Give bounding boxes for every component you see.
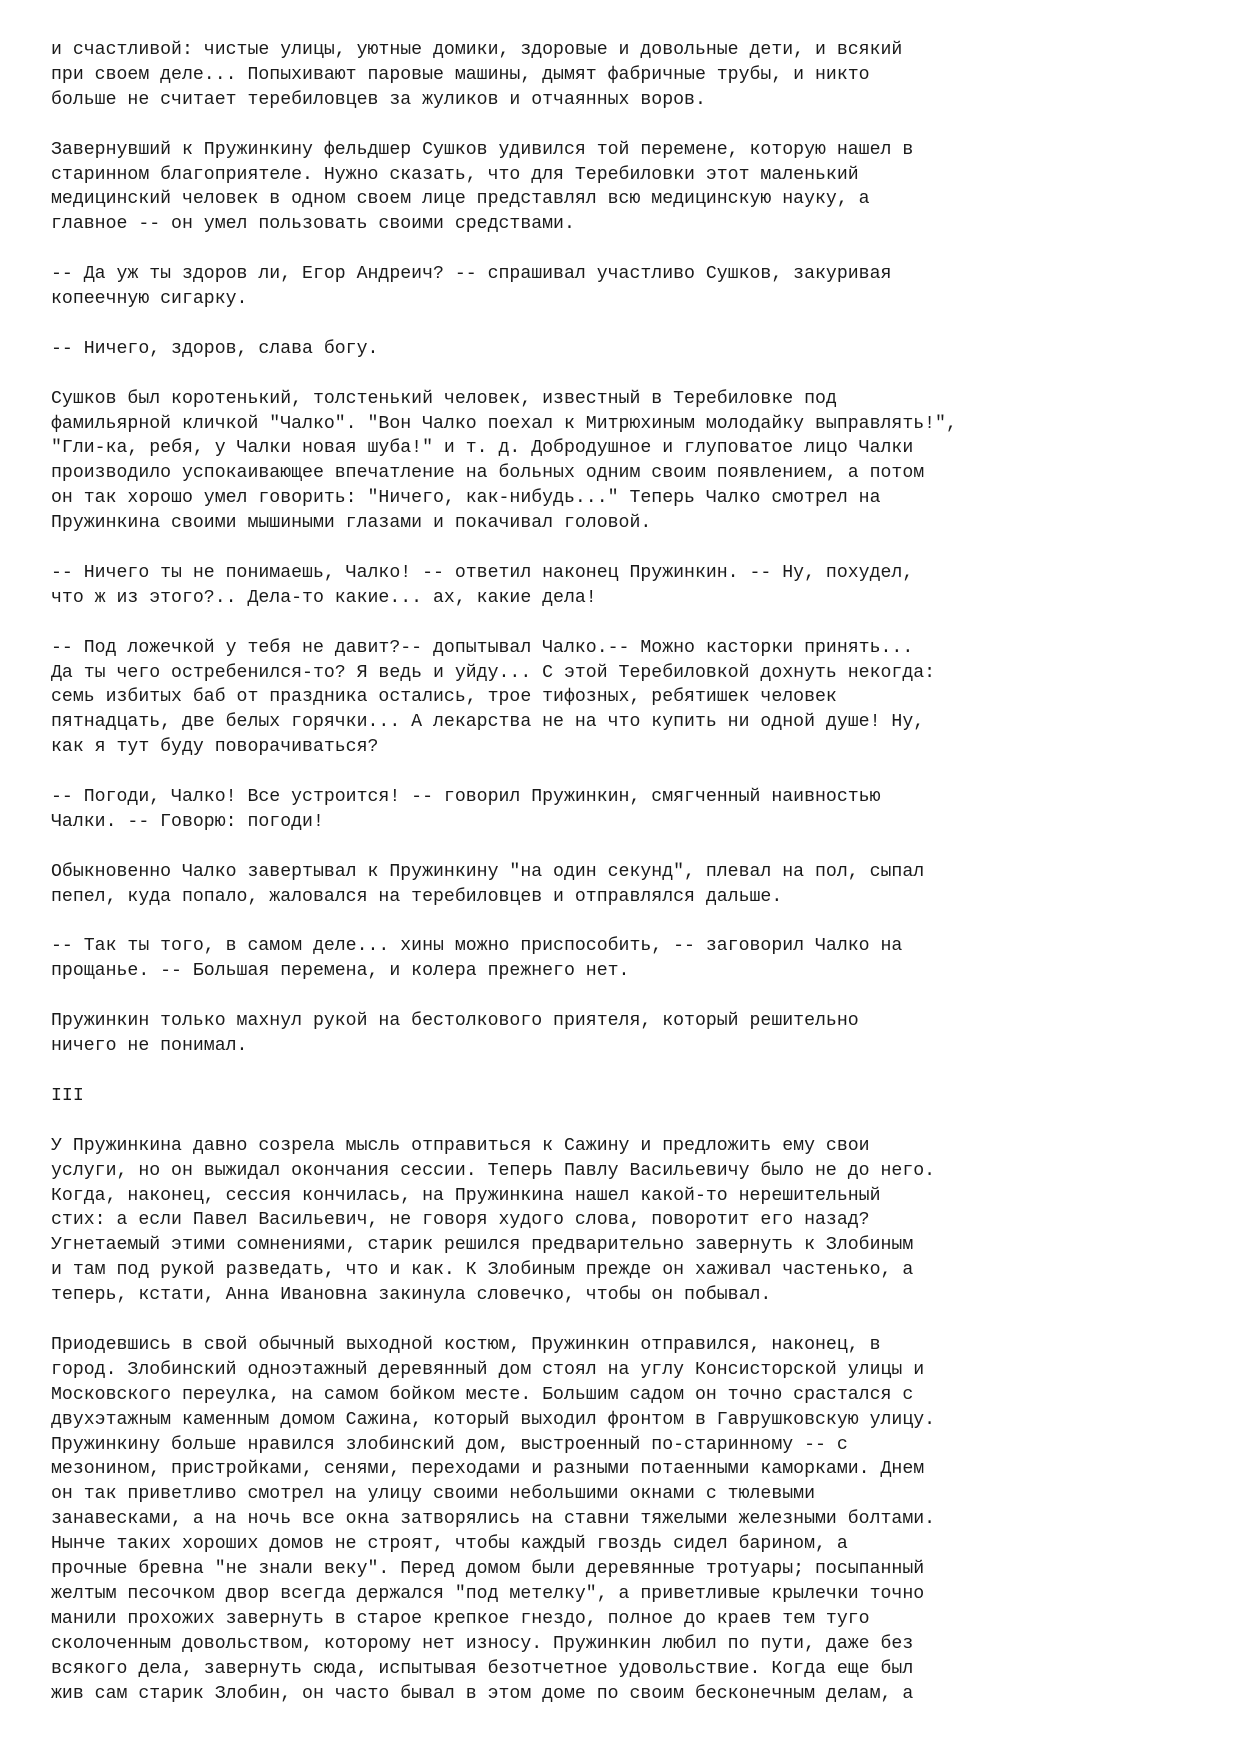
paragraph-8: -- Погоди, Чалко! Все устроится! -- говорил Пружинкин, смягченный наивностью Чалки. -- Говорю: погоди! — [51, 787, 881, 832]
paragraph-6: -- Ничего ты не понимаешь, Чалко! -- ответил наконец Пружинкин. -- Ну, похудел, что ж из этого?.. Дела-то какие... ах, какие дела! — [51, 562, 914, 608]
paragraph-13: Приодевшись в свой обычный выходной костюм, Пружинкин отправился, наконец, в город. Злобинский одноэтажный деревянный дом стоял на углу Консисторской улицы и Московского переулка, на самом бойком месте. Большим садом он точно срастался с двухэтажным каменным домом Сажина, который выходил фронтом в Гаврушковскую улицу. Пружинкину больше нравился злобинский дом, выстроенный по-старинному -- с мезонином, пристройками, сенями, переходами и разными потаенными каморками. Днем он так приветливо смотрел на улицу своими небольшими окнами с тюлевыми занавесками, а на ночь все окна затворялись на ставни тяжелыми железными болтами. Нынче таких хороших домов не строят, чтобы каждый гвоздь сидел барином, а прочные бревна "не знали веку". Перед домом были деревянные тротуары; посыпанный желтым песочком двор всегда держался "под метелку", а приветливые крылечки точно манили прохожих завернуть в старое крепкое гнездо, полное до краев тем туго сколоченным довольством, которому нет износу. Пружинкин любил по пути, даже без всякого дела, завернуть сюда, испытывая безотчетное удовольствие. Когда еще был жив сам старик Злобин, он часто бывал в этом доме по своим бесконечным делам, а — [51, 1334, 936, 1704]
paragraph-5: Сушков был коротенький, толстенький человек, известный в Теребиловке под фамильярной кличкой "Чалко". "Вон Чалко поехал к Митрюхиным молодайку выправлять!", "Гли-ка, ребя, у Чалки новая шуба!" и т. д. Добродушное и глуповатое лицо Чалки производило успокаивающее впечатление на больных одним своим появлением, а потом он так хорошо умел говорить: "Ничего, как-нибудь..." Теперь Чалко смотрел на Пружинкина своими мышиными глазами и покачивал головой. — [51, 388, 957, 534]
paragraph-9: Обыкновенно Чалко завертывал к Пружинкину "на один секунд", плевал на пол, сыпал пепел, куда попало, жаловался на теребиловцев и отправлялся дальше. — [51, 861, 925, 907]
paragraph-11: Пружинкин только махнул рукой на бестолкового приятеля, который решительно ничего не понимал. — [51, 1011, 859, 1057]
paragraph-1: и счастливой: чистые улицы, уютные домики, здоровые и довольные дети, и всякий при своем деле... Попыхивают паровые машины, дымят фабричные трубы, и никто больше не считает теребиловцев за жуликов и отчаянных воров. — [51, 40, 903, 110]
paragraph-12: У Пружинкина давно созрела мысль отправиться к Сажину и предложить ему свои услуги, но он выжидал окончания сессии. Теперь Павлу Васильевичу было не до него. Когда, наконец, сессия кончилась, на Пружинкина нашел какой-то нерешительный стих: а если Павел Васильевич, не говоря худого слова, поворотит его назад? Угнетаемый этими сомнениями, старик решился предварительно завернуть к Злобиным и там под рукой разведать, что и как. К Злобиным прежде он хаживал частенько, а теперь, кстати, Анна Ивановна закинула словечко, чтобы он побывал. — [51, 1135, 936, 1306]
paragraph-2: Завернувший к Пружинкину фельдшер Сушков удивился той перемене, которую нашел в старинном благоприятеле. Нужно сказать, что для Теребиловки этот маленький медицинский человек в одном своем лице представлял всю медицинскую науку, а главное -- он умел пользовать своими средствами. — [51, 139, 914, 235]
paragraph-7: -- Под ложечкой у тебя не давит?-- допытывал Чалко.-- Можно касторки принять... Да ты чего остребенился-то? Я ведь и уйду... С этой Теребиловкой дохнуть некогда: семь избитых баб от праздника остались, трое тифозных, ребятишек человек пятнадцать, две белых горячки... А лекарства не на что купить ни одной душе! Ну, как я тут буду поворачиваться? — [51, 637, 936, 758]
chapter-heading: III — [51, 1085, 84, 1106]
document-page — [51, 38, 1211, 1731]
paragraph-10: -- Так ты того, в самом деле... хины можно приспособить, -- заговорил Чалко на прощанье. -- Большая перемена, и колера прежнего нет. — [51, 936, 903, 982]
paragraph-3: -- Да уж ты здоров ли, Егор Андреич? -- спрашивал участливо Сушков, закуривая копеечную сигарку. — [51, 264, 892, 310]
paragraph-4: -- Ничего, здоров, слава богу. — [51, 338, 379, 359]
